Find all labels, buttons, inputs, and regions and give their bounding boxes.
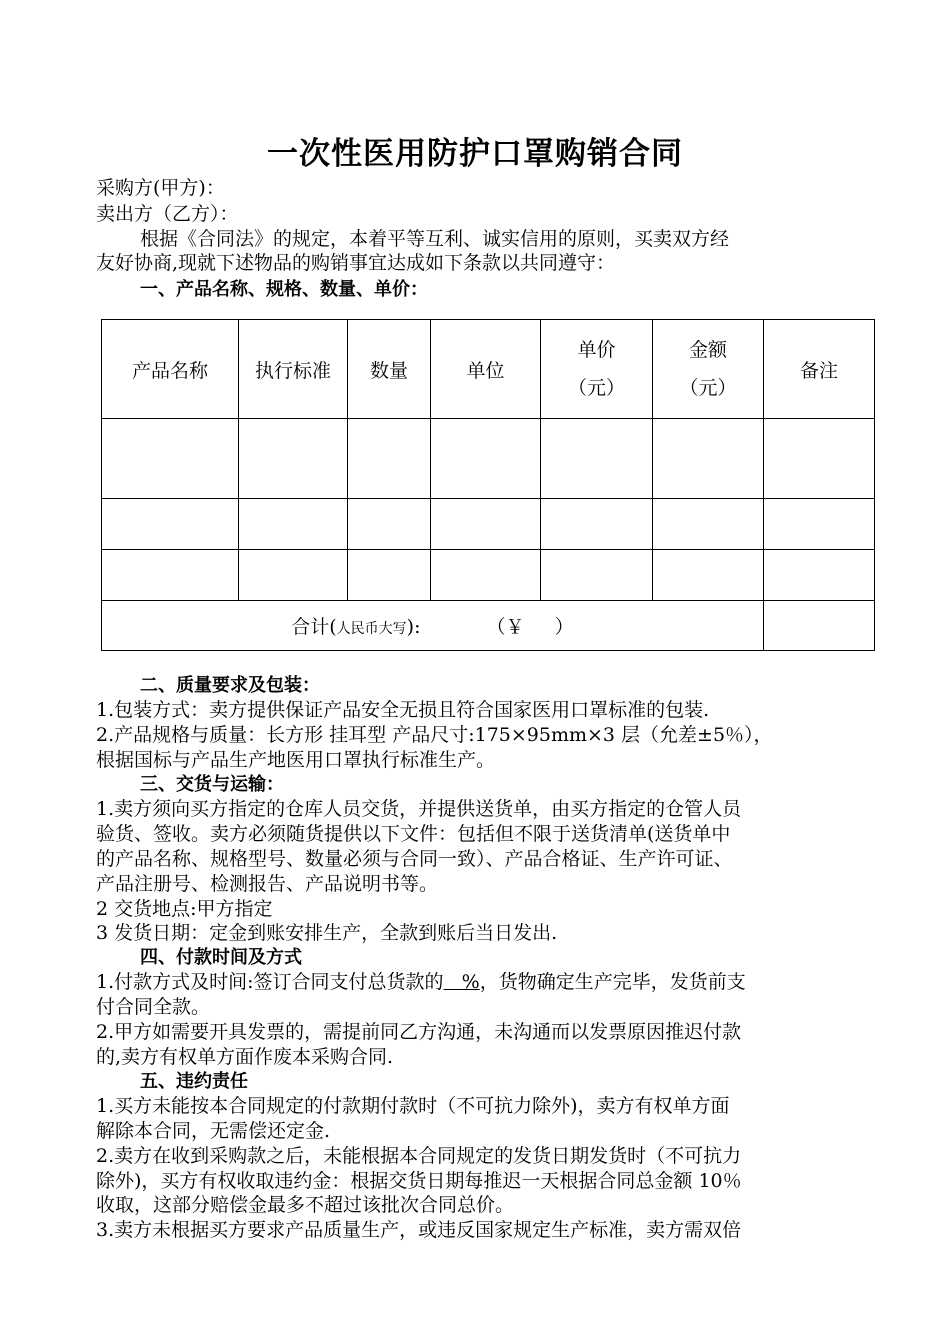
table-total-row: [102, 601, 875, 651]
table-row: [102, 550, 875, 601]
header-remarks: 备注: [764, 320, 875, 419]
total-cell: [102, 601, 764, 651]
section5-heading: 五、违约责任: [140, 1071, 248, 1092]
table-cell[interactable]: [102, 499, 239, 550]
section3-line-1: 1.卖方须向买方指定的仓库人员交货，并提供送货单，由买方指定的仓管人员: [96, 798, 742, 820]
table-cell[interactable]: [431, 550, 541, 601]
seller-party-line: 卖出方（乙方）：: [96, 203, 239, 225]
section2-line-2: 2.产品规格与质量：长方形 挂耳型 产品尺寸:175×95mm×3 层（允差±5％），: [96, 724, 773, 746]
section4-line-4: 的,卖方有权单方面作废本采购合同.: [96, 1046, 394, 1068]
table-row: [102, 419, 875, 499]
section4-line-2: 付合同全款。: [96, 996, 211, 1018]
section5-line-1: 1.买方未能按本合同规定的付款期付款时（不可抗力除外)，卖方有权单方面: [96, 1095, 730, 1117]
section3-line-4: 产品注册号、检测报告、产品说明书等。: [96, 873, 439, 895]
unit-price-currency: （元）: [567, 377, 625, 399]
section2-line-1: 1.包装方式：卖方提供保证产品安全无损且符合国家医用口罩标准的包装.: [96, 699, 710, 721]
table-cell[interactable]: [239, 550, 348, 601]
table-cell[interactable]: [764, 499, 875, 550]
section3-line-3: 的产品名称、规格型号、数量必须与合同一致）、产品合格证、生产许可证、: [96, 848, 733, 870]
table-cell[interactable]: [348, 499, 431, 550]
section4-heading: 四、付款时间及方式: [140, 947, 302, 968]
table-header-row: [102, 320, 875, 419]
table-cell[interactable]: [653, 419, 764, 499]
section3-line-6: 3 发货日期：定金到账安排生产，全款到账后当日发出.: [96, 922, 558, 944]
table-cell[interactable]: [348, 550, 431, 601]
section5-line-6: 3.卖方未根据买方要求产品质量生产，或违反国家规定生产标准，卖方需双倍: [96, 1219, 742, 1241]
table-cell[interactable]: [653, 499, 764, 550]
table-cell[interactable]: [541, 550, 653, 601]
header-standard: 执行标准: [239, 320, 348, 419]
header-quantity: 数量: [348, 320, 431, 419]
section2-heading: 二、质量要求及包装：: [140, 675, 320, 696]
buyer-party-line: 采购方(甲方)：: [96, 177, 225, 199]
section5-line-2: 解除本合同，无需偿还定金.: [96, 1120, 331, 1142]
section3-line-2: 验货、签收。卖方必须随货提供以下文件：包括但不限于送货清单(送货单中: [96, 823, 731, 845]
product-table: [101, 319, 875, 651]
table-cell[interactable]: [653, 550, 764, 601]
section3-heading: 三、交货与运输：: [140, 774, 284, 795]
total-label: 合计(: [291, 616, 337, 638]
unit-price-label: 单价: [577, 339, 616, 361]
payment-text-a: 1.付款方式及时间:签订合同支付总货款的: [96, 971, 444, 993]
section2-line-3: 根据国标与产品生产地医用口罩执行标准生产。: [96, 749, 496, 771]
table-cell[interactable]: [348, 419, 431, 499]
header-unit-price: [541, 320, 653, 419]
header-product-name: 产品名称: [102, 320, 239, 419]
section5-line-3: 2.卖方在收到采购款之后，未能根据本合同规定的发货日期发货时（不可抗力: [96, 1145, 742, 1167]
table-cell[interactable]: [764, 419, 875, 499]
table-cell[interactable]: [102, 419, 239, 499]
table-cell[interactable]: [239, 499, 348, 550]
intro-line-2: 友好协商,现就下述物品的购销事宜达成如下条款以共同遵守：: [96, 252, 616, 274]
table-cell[interactable]: [431, 499, 541, 550]
section3-line-5: 2 交货地点:甲方指定: [96, 898, 273, 920]
section4-line-3: 2.甲方如需要开具发票的，需提前同乙方沟通，未沟通而以发票原因推迟付款: [96, 1021, 742, 1043]
total-currency[interactable]: （￥ ）: [486, 616, 574, 638]
total-label-rmb: 人民币大写: [336, 621, 407, 637]
section1-heading: 一、产品名称、规格、数量、单价：: [140, 279, 428, 300]
payment-percent-blank[interactable]: %: [443, 971, 480, 993]
table-cell[interactable]: [541, 499, 653, 550]
amount-label: 金额: [688, 339, 727, 361]
payment-text-b: ，货物确定生产完毕，发货前支: [479, 971, 746, 993]
table-cell[interactable]: [431, 419, 541, 499]
document-title: 一次性医用防护口罩购销合同: [267, 136, 683, 172]
total-label-end: ):: [406, 616, 421, 638]
table-cell[interactable]: [239, 419, 348, 499]
table-row: [102, 499, 875, 550]
section5-line-5: 收取，这部分赔偿金最多不超过该批次合同总价。: [96, 1194, 515, 1216]
header-amount: [653, 320, 764, 419]
amount-currency: （元）: [679, 377, 737, 399]
table-cell[interactable]: [102, 550, 239, 601]
header-unit: 单位: [431, 320, 541, 419]
table-cell[interactable]: [541, 419, 653, 499]
section4-line-1: [96, 969, 866, 995]
total-remarks-cell[interactable]: [764, 601, 875, 651]
section5-line-4: 除外)，买方有权收取违约金：根据交货日期每推迟一天根据合同总金额 10％: [96, 1170, 742, 1192]
table-cell[interactable]: [764, 550, 875, 601]
intro-line-1: 根据《合同法》的规定，本着平等互利、诚实信用的原则，买卖双方经: [140, 228, 730, 250]
